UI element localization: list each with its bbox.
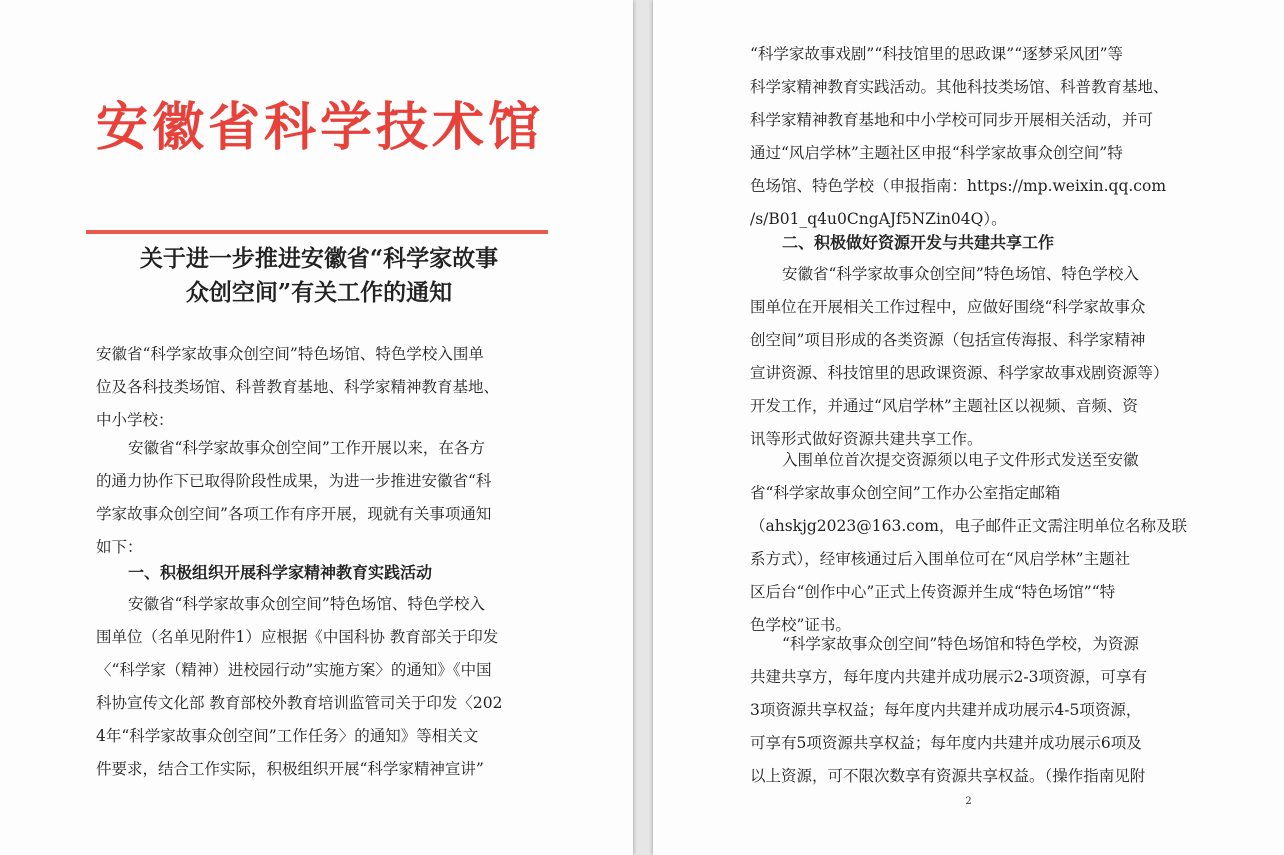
text-line: 讯等形式做好资源共建共享工作。	[750, 430, 983, 448]
section-2-paragraph-3	[750, 628, 1200, 793]
text-line: 安徽省“科学家故事众创空间”特色场馆、特色学校入	[782, 265, 1139, 283]
institution-header: 安徽省科学技术馆	[96, 97, 545, 158]
text-line: 的通力协作下已取得阶段性成果，为进一步推进安徽省“科	[96, 472, 492, 490]
text-line: 件要求，结合工作实际，积极组织开展“科学家精神宣讲”	[96, 760, 484, 778]
section-1-heading: 一、积极组织开展科学家精神教育实践活动	[128, 563, 433, 582]
text-line: 通过“风启学林”主题社区申报“科学家故事众创空间”特	[750, 144, 1123, 162]
text-line: 开发工作，并通过“风启学林”主题社区以视频、音频、资	[750, 397, 1138, 415]
title-line: 众创空间”有关工作的通知	[185, 279, 453, 306]
text-line: 省“科学家故事众创空间”工作办公室指定邮箱	[750, 484, 1061, 502]
section-2-paragraph-2	[750, 444, 1200, 642]
text-line: 〈“科学家（精神）进校园行动”实施方案〉的通知》《中国	[96, 661, 492, 679]
text-line: 色学校”证书。	[750, 616, 851, 634]
section-2-paragraph-1	[750, 258, 1200, 456]
document-page-1	[0, 0, 633, 855]
section-1-paragraph	[96, 588, 546, 786]
page-number: 2	[965, 796, 972, 807]
text-line: （ahskjg2023@163.com，电子邮件正文需注明单位名称及联	[750, 517, 1187, 535]
text-line: “科学家故事众创空间”特色场馆和特色学校，为资源	[782, 635, 1139, 653]
text-line: 创空间”项目形成的各类资源（包括宣传海报、科学家精神	[750, 331, 1146, 349]
text-line: 安徽省“科学家故事众创空间”工作开展以来，在各方	[128, 439, 485, 457]
text-line: /s/B01_q4u0CngAJf5NZin04Q）。	[750, 210, 1007, 228]
intro-paragraph	[96, 432, 546, 564]
text-line: 4年“科学家故事众创空间”工作任务〉的通知》等相关文	[96, 727, 479, 745]
text-line: 学家故事众创空间”各项工作有序开展，现就有关事项通知	[96, 505, 492, 523]
text-line: 中小学校：	[96, 411, 174, 429]
continuation-paragraph	[750, 38, 1200, 236]
text-line: 安徽省“科学家故事众创空间”特色场馆、特色学校入	[128, 595, 485, 613]
text-line: 3项资源共享权益；每年度内共建并成功展示4-5项资源，	[750, 701, 1142, 719]
text-line: 共建共享方，每年度内共建并成功展示2-3项资源，可享有	[750, 668, 1147, 686]
text-line: 色场馆、特色学校（申报指南：https://mp.weixin.qq.com	[750, 177, 1167, 195]
red-divider-rule	[86, 230, 548, 234]
text-line: 以上资源，可不限次数享有资源共享权益。（操作指南见附	[750, 767, 1146, 785]
text-line: 区后台“创作中心”正式上传资源并生成“特色场馆”“特	[750, 583, 1116, 601]
text-line: 入围单位首次提交资源须以电子文件形式发送至安徽	[782, 451, 1139, 469]
addressee-paragraph	[96, 338, 546, 437]
text-line: 安徽省“科学家故事众创空间”特色场馆、特色学校入围单	[96, 345, 484, 363]
text-line: 可享有5项资源共享权益；每年度内共建并成功展示6项及	[750, 734, 1142, 752]
text-line: 位及各科技类场馆、科普教育基地、科学家精神教育基地、	[96, 378, 500, 396]
text-line: 宣讲资源、科技馆里的思政课资源、科学家故事戏剧资源等）	[750, 364, 1169, 382]
notice-title	[90, 242, 548, 310]
title-line: 关于进一步推进安徽省“科学家故事	[139, 245, 499, 272]
text-line: 科协宣传文化部 教育部校外教育培训监管司关于印发〈202	[96, 694, 503, 712]
text-line: 围单位（名单见附件1）应根据《中国科协 教育部关于印发	[96, 628, 499, 646]
text-line: 围单位在开展相关工作过程中，应做好围绕“科学家故事众	[750, 298, 1146, 316]
text-line: “科学家故事戏剧”“科技馆里的思政课”“逐梦采风团”等	[750, 45, 1124, 63]
section-2-heading: 二、积极做好资源开发与共建共享工作	[782, 233, 1055, 252]
text-line: 系方式），经审核通过后入围单位可在“风启学林”主题社	[750, 550, 1131, 568]
document-page-2	[653, 0, 1284, 855]
text-line: 科学家精神教育基地和中小学校可同步开展相关活动，并可	[750, 111, 1154, 129]
text-line: 如下：	[96, 538, 143, 556]
text-line: 科学家精神教育实践活动。其他科技类场馆、科普教育基地、	[750, 78, 1169, 96]
